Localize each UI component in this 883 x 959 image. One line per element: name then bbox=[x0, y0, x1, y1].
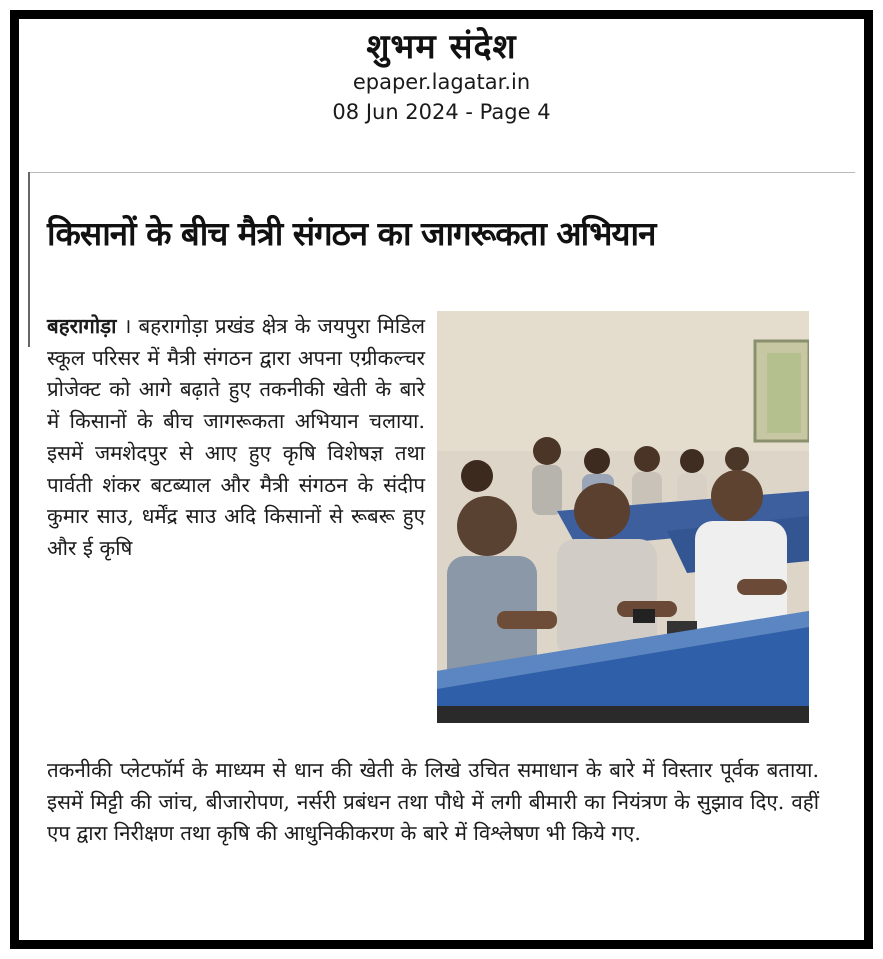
article-photo bbox=[437, 311, 809, 723]
masthead-divider bbox=[28, 172, 855, 173]
newspaper-title: शुभम संदेश bbox=[366, 27, 517, 67]
edition-date-page: 08 Jun 2024 - Page 4 bbox=[332, 100, 551, 124]
masthead bbox=[19, 19, 864, 127]
article-lead-paragraph bbox=[47, 311, 425, 565]
clip-edge bbox=[28, 172, 30, 347]
article-headline: किसानों के बीच मैत्री संगठन का जागरूकता अभियान bbox=[47, 214, 656, 253]
epaper-clipping-frame bbox=[10, 10, 873, 949]
farmers-meeting-photo bbox=[437, 311, 809, 723]
epaper-site-url[interactable]: epaper.lagatar.in bbox=[352, 70, 531, 94]
article-body-continued: तकनीकी प्लेटफॉर्म के माध्यम से धान की खेती के लिखे उचित समाधान के बारे में विस्तार पूर्वक बताया. इसमें मिट्टी की जांच, बीजारोपण, नर्सरी प्रबंधन तथा पौधे में लगी बीमारी का नियंत्रण के सुझाव दिए. वहीं एप द्वारा निरीक्षण तथा कृषि की आधुनिकीकरण के बारे में विश्लेषण भी किये गए. bbox=[47, 758, 819, 846]
article-dateline: बहरागोड़ा bbox=[47, 314, 117, 338]
article-lead-text: । बहरागोड़ा प्रखंड क्षेत्र के जयपुरा मिडिल स्कूल परिसर में मैत्री संगठन द्वारा अपना एग्रीकल्चर प्रोजेक्ट को आगे बढ़ाते हुए तकनीकी खेती के बारे में किसानों के बीच जागरूकता अभियान चलाया. इसमें जमशेदपुर से आए हुए कृषि विशेषज्ञ तथा पार्वती शंकर बटब्याल और मैत्री संगठन के संदीप कुमार साउ, धर्मेंद्र साउ अदि किसानों से रूबरू हुए और ई कृषि bbox=[47, 314, 425, 560]
